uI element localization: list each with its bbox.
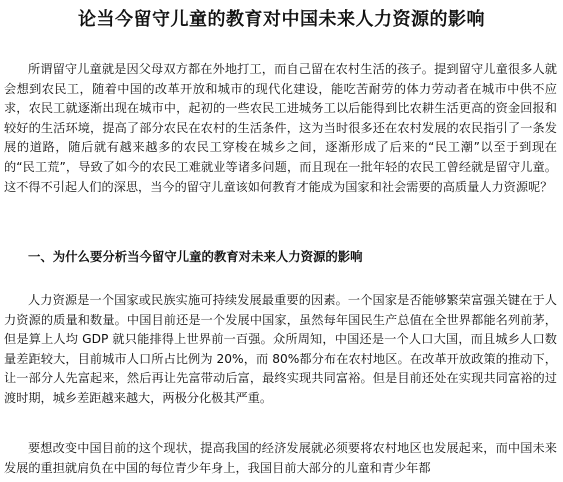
section-paragraph-2: 要想改变中国目前的这个现状，提高我国的经济发展就必须要将农村地区也发展起来，而中国未来发展的重担就肩负在中国的每位青少年身上，我国目前大部分的儿童和青少年都 [4, 441, 557, 475]
intro-paragraph: 所谓留守儿童就是因父母双方都在外地打工，而自己留在农村生活的孩子。提到留守儿童很多人就会想到农民工，随着中国的改革开放和城市的现代化建设，能吃苦耐劳的体力劳动者在城市中供不应求，农民工就逐渐出现在城市中，起初的一些农民工进城务工以后能得到比农耕生活更高的资金回报和较好的生活环境，提高了部分农民在农村的生活条件，这为当时很多还在农村发展的农民指引了一条发展的道路，随后就有越来越多的农民工穿梭在城乡之间，逐渐形成了后来的“民工潮”以至于到现在的“民工荒”，导致了如今的农民工难就业等诸多问题，而且现在一批年轻的农民工曾经就是留守儿童。这不得不引起人们的深思，当今的留守儿童该如何教育才能成为国家和社会需要的高质量人力资源呢？ [4, 62, 557, 194]
section-heading: 一、为什么要分析当今留守儿童的教育对未来人力资源的影响 [28, 249, 363, 264]
section-paragraph-1: 人力资源是一个国家或民族实施可持续发展最重要的因素。一个国家是否能够繁荣富强关键在于人力资源的质量和数量。中国目前还是一个发展中国家，虽然每年国民生产总值在全世界都能名列前茅，但是算上人均 GDP 就只能排得上世界前一百强。众所周知，中国还是一个人口大国，而且城乡人口数量差距较大，目前城市人口所占比例为 20%，而 80%都分布在农村地区。在改革开放政策的推动下，让一部分人先富起来，然后再让先富带动后富，最终实现共同富裕。但是目前还处在实现共同富裕的过渡时期，城乡差距越来越大，两极分化极其严重。 [4, 293, 557, 405]
document-title: 论当今留守儿童的教育对中国未来人力资源的影响 [78, 9, 485, 30]
